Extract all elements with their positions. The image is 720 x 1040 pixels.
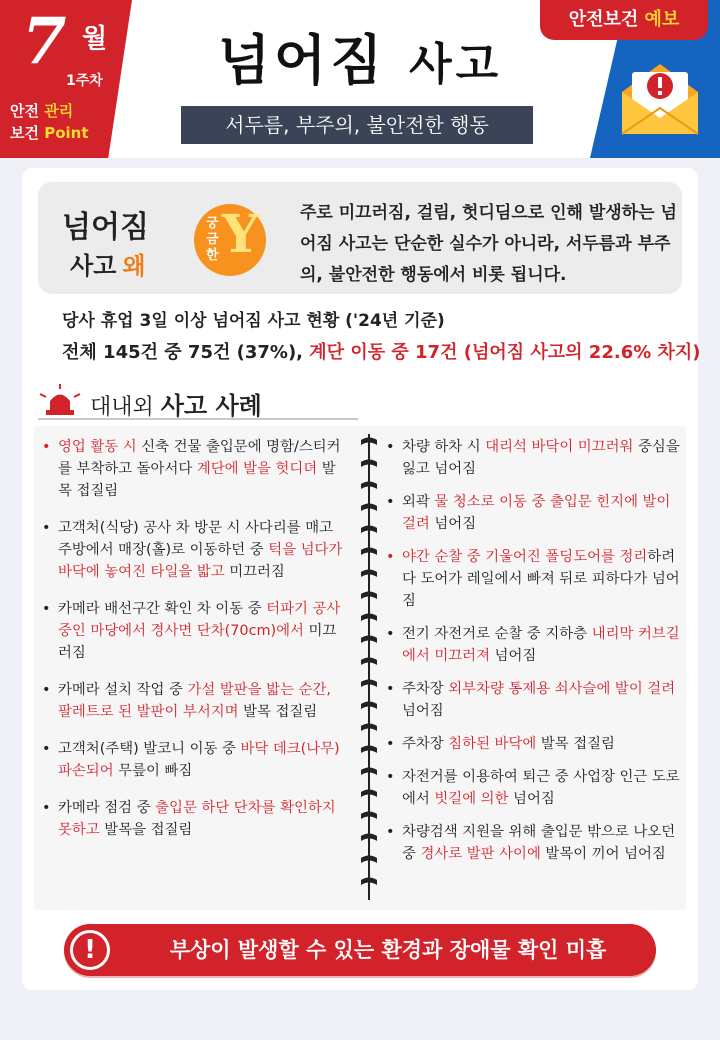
stats-summary: 전체 145건 중 75건 (37%), 계단 이동 중 17건 (넘어짐 사고의 22.6% 차지) (62, 342, 701, 363)
week-label: 1주차 (66, 73, 103, 89)
point-label-line1: 안전 관리 (10, 102, 74, 120)
page-subtitle: 서두름, 부주의, 불안전한 행동 (181, 106, 533, 144)
forecast-tag: 안전보건 예보 (540, 0, 708, 40)
badge-letter: Y (222, 204, 260, 265)
case-item: • 주차장 침하된 바닥에 발목 접질림 (384, 733, 688, 755)
case-item: • 야간 순찰 중 기울어진 폴딩도어를 정리하려다 도어가 레일에서 빠져 뒤로 피하다가 넘어짐 (384, 546, 688, 612)
case-item: • 영업 활동 시 신축 건물 출입문에 명함/스티커를 부착하고 돌아서다 계단에 발을 헛디뎌 발목 접질림 (40, 436, 344, 502)
cases-left-column (40, 436, 344, 856)
case-notebook (34, 426, 686, 910)
header (0, 0, 720, 158)
case-item: • 고객처(식당) 공사 차 방문 시 사다리를 매고 주방에서 매장(홀)로 이동하던 중 턱을 넘다가 바닥에 놓여진 타일을 밟고 미끄러짐 (40, 517, 344, 583)
spiral-binding (359, 434, 379, 900)
case-item: • 고객처(주택) 발코니 이동 중 바닥 데크(나무) 파손되어 무릎이 빠짐 (40, 738, 344, 782)
content-card (22, 168, 701, 990)
why-section (38, 182, 682, 294)
cases-title: 대내외 사고 사례 (90, 392, 262, 420)
point-label-line2: 보건 Point (10, 124, 89, 142)
case-item: • 카메라 배선구간 확인 차 이동 중 터파기 공사 중인 마당에서 경사면 단차(70cm)에서 미끄러짐 (40, 598, 344, 664)
exclamation-circle-icon: ! (70, 930, 110, 970)
case-item: • 주차장 외부차량 통제용 쇠사슬에 발이 걸려 넘어짐 (384, 678, 688, 722)
case-item: • 외곽 물 청소로 이동 중 출입문 힌지에 발이 걸려 넘어짐 (384, 491, 688, 535)
case-item: • 자전거를 이용하여 퇴근 중 사업장 인근 도로에서 빗길에 의한 넘어짐 (384, 766, 688, 810)
why-title-line1: 넘어짐 (62, 210, 149, 245)
badge-text: 궁금한 (206, 216, 219, 263)
stats-heading: 당사 휴업 3일 이상 넘어짐 사고 현황 ('24년 기준) (62, 311, 445, 331)
why-description: 주로 미끄러짐, 걸림, 헛디딤으로 인해 발생하는 넘어짐 사고는 단순한 실수가 아니라, 서두름과 부주의, 불안전한 행동에서 비롯 됩니다. (300, 203, 677, 285)
alert-banner (64, 924, 656, 976)
case-item: • 차량 하차 시 대리석 바닥이 미끄러워 중심을 잃고 넘어짐 (384, 436, 688, 480)
case-item: • 차량검색 지원을 위해 출입문 밖으로 나오던 중 경사로 발판 사이에 발목이 끼어 넘어짐 (384, 821, 688, 865)
why-title-line2: 사고 왜 (70, 252, 146, 280)
case-item: • 카메라 설치 작업 중 가설 발판을 밟는 순간, 팔레트로 된 발판이 부서지며 발목 접질림 (40, 679, 344, 723)
page-title: 넘어짐 사고 (217, 29, 503, 92)
mail-alert-icon (618, 58, 702, 138)
siren-icon (38, 384, 82, 416)
case-item: • 전기 자전거로 순찰 중 지하층 내리막 커브길에서 미끄러져 넘어짐 (384, 623, 688, 667)
month-unit: 월 (82, 24, 108, 54)
alert-text: 부상이 발생할 수 있는 환경과 장애물 확인 미흡 (169, 938, 607, 962)
cases-right-column (384, 436, 688, 876)
month-number: 7 (22, 4, 67, 79)
cases-header (38, 380, 358, 420)
case-item: • 카메라 점검 중 출입문 하단 단차를 확인하지 못하고 발목을 접질림 (40, 797, 344, 841)
